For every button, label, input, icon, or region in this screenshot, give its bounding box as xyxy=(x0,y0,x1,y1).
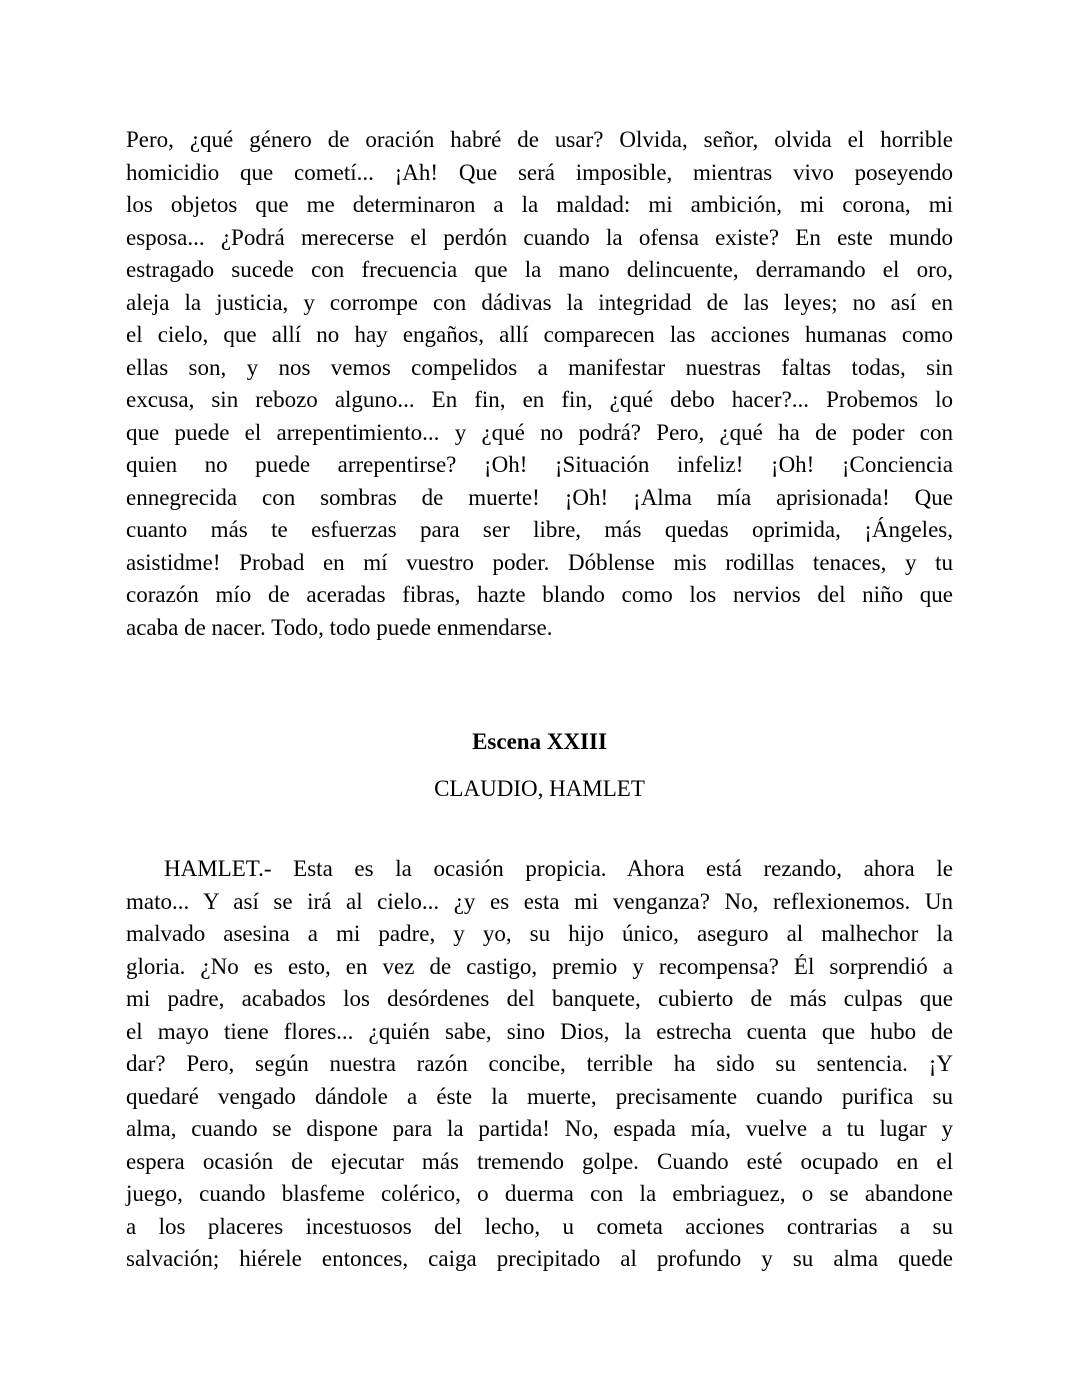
text-line: los objetos que me determinaron a la maldad: mi ambición, mi corona, mi xyxy=(126,192,953,217)
scene-heading: Escena XXIII xyxy=(472,729,607,754)
text-line: dar? Pero, según nuestra razón concibe, terrible ha sido su sentencia. ¡Y xyxy=(126,1051,953,1076)
text-content xyxy=(126,124,953,1276)
text-line: espera ocasión de ejecutar más tremendo golpe. Cuando esté ocupado en el xyxy=(126,1148,953,1174)
text-line: HAMLET.- Esta es la ocasión propicia. Ahora está rezando, ahora le xyxy=(164,856,953,881)
text-line: ennegrecida con sombras de muerte! ¡Oh! ¡Alma mía aprisionada! Que xyxy=(126,484,953,510)
scene-characters: CLAUDIO, HAMLET xyxy=(434,775,645,801)
text-line: mi padre, acabados los desórdenes del banquete, cubierto de más culpas que xyxy=(126,986,953,1011)
text-line: quedaré vengado dándole a éste la muerte, precisamente cuando purifica su xyxy=(126,1083,953,1109)
paragraph-hamlet-speech xyxy=(126,853,953,1276)
text-line: asistidme! Probad en mí vuestro poder. Dóblense mis rodillas tenaces, y tu xyxy=(126,549,953,575)
text-line: el mayo tiene flores... ¿quién sabe, sino Dios, la estrecha cuenta que hubo de xyxy=(126,1018,953,1044)
text-line: ellas son, y nos vemos compelidos a manifestar nuestras faltas todas, sin xyxy=(126,354,953,380)
text-line: homicidio que cometí... ¡Ah! Que será imposible, mientras vivo poseyendo xyxy=(126,159,953,185)
text-line: excusa, sin rebozo alguno... En fin, en fin, ¿qué debo hacer?... Probemos lo xyxy=(126,387,953,412)
text-line: que puede el arrepentimiento... y ¿qué no podrá? Pero, ¿qué ha de poder con xyxy=(126,419,953,445)
paragraph-claudio-monologue xyxy=(126,124,953,644)
text-line: Pero, ¿qué género de oración habré de usar? Olvida, señor, olvida el horrible xyxy=(126,127,953,152)
text-line: gloria. ¿No es esto, en vez de castigo, premio y recompensa? Él sorprendió a xyxy=(126,953,953,979)
text-line: malvado asesina a mi padre, y yo, su hijo único, aseguro al malhechor la xyxy=(126,921,953,946)
text-line: esposa... ¿Podrá merecerse el perdón cuando la ofensa existe? En este mundo xyxy=(126,224,953,250)
text-line: acaba de nacer. Todo, todo puede enmendarse. xyxy=(126,614,553,640)
text-line: juego, cuando blasfeme colérico, o duerma con la embriaguez, o se abandone xyxy=(126,1181,953,1206)
text-line: salvación; hiérele entonces, caiga precipitado al profundo y su alma quede xyxy=(126,1246,953,1271)
text-line: aleja la justicia, y corrompe con dádivas la integridad de las leyes; no así en xyxy=(126,289,953,315)
text-line: a los placeres incestuosos del lecho, u cometa acciones contrarias a su xyxy=(126,1213,953,1239)
text-line: cuanto más te esfuerzas para ser libre, más quedas oprimida, ¡Ángeles, xyxy=(126,517,953,542)
text-line: el cielo, que allí no hay engaños, allí comparecen las acciones humanas como xyxy=(126,322,953,347)
text-line: quien no puede arrepentirse? ¡Oh! ¡Situación infeliz! ¡Oh! ¡Conciencia xyxy=(126,452,953,477)
text-line: alma, cuando se dispone para la partida! No, espada mía, vuelve a tu lugar y xyxy=(126,1116,953,1141)
text-line: mato... Y así se irá al cielo... ¿y es esta mi venganza? No, reflexionemos. Un xyxy=(126,888,953,914)
text-line: corazón mío de aceradas fibras, hazte blando como los nervios del niño que xyxy=(126,582,953,607)
text-line: estragado sucede con frecuencia que la mano delincuente, derramando el oro, xyxy=(126,257,953,282)
